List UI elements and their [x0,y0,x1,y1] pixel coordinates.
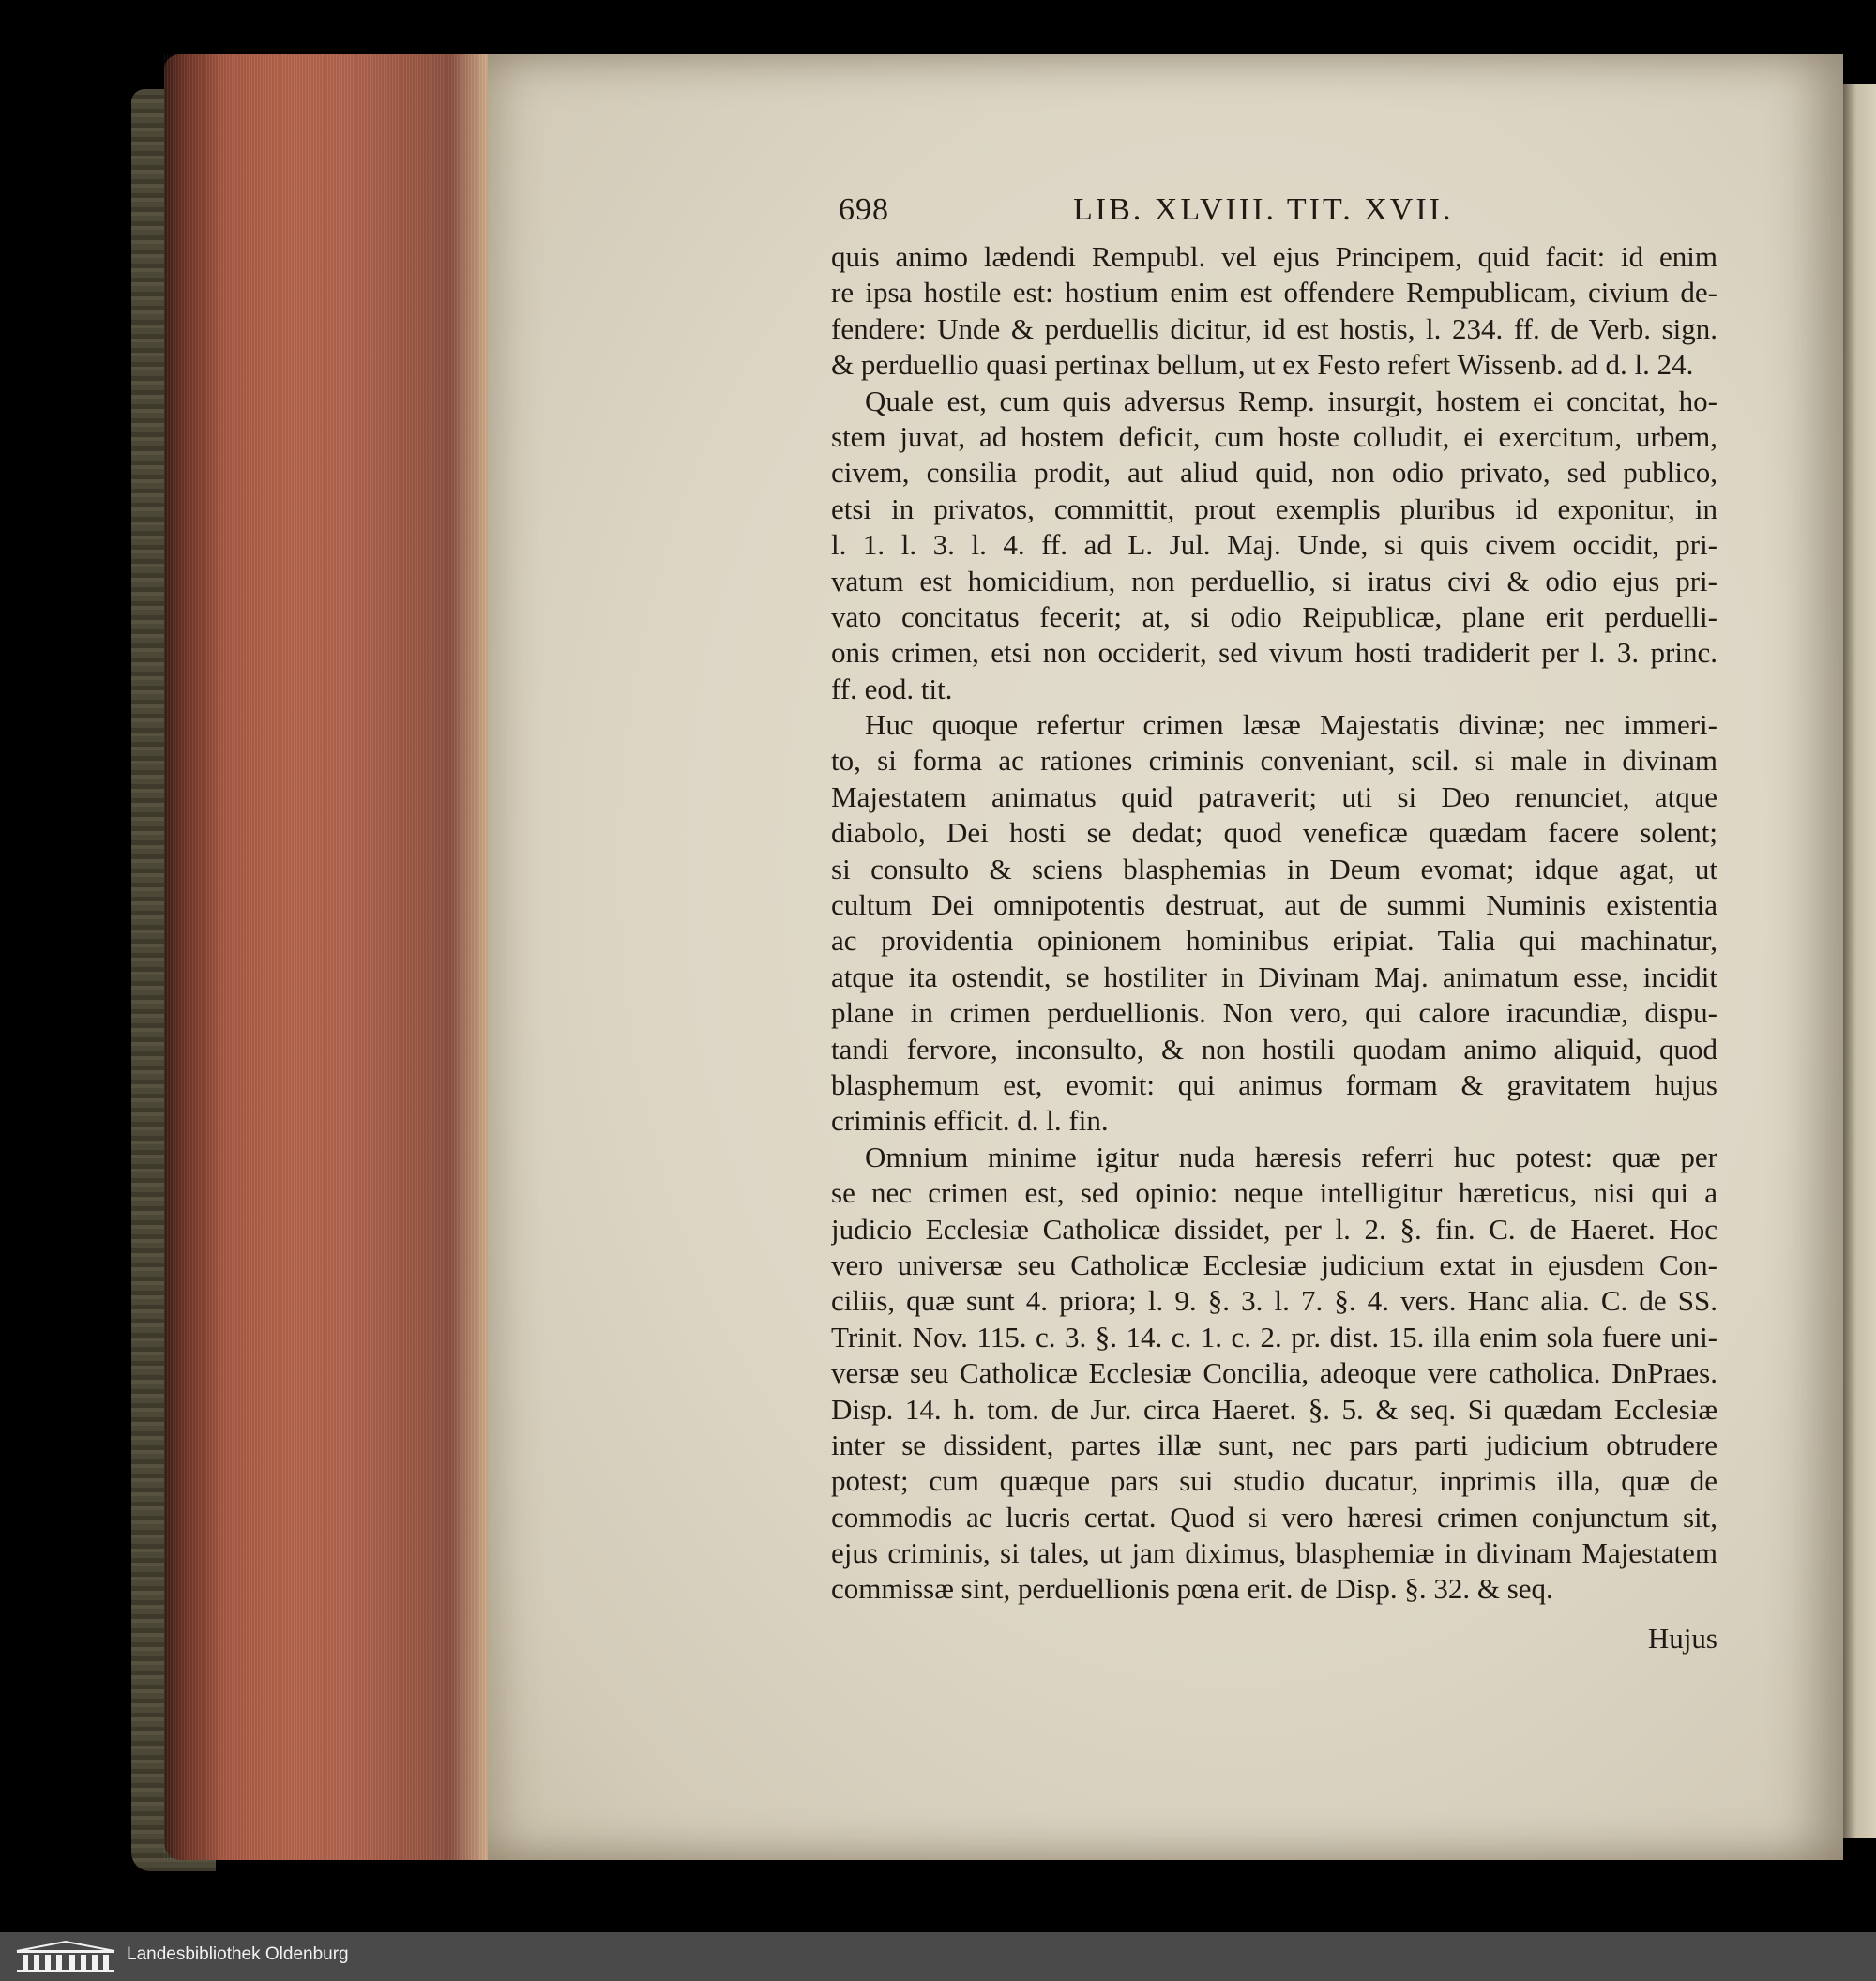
running-head [831,192,1717,239]
page-edges [164,54,502,1860]
text-line: Majestatem animatus quid patraverit; uti si Deo renunciet, atque [831,779,1717,813]
text-line: & perduellio quasi pertinax bellum, ut ex Festo refert Wissenb. ad d. l. 24. [831,348,1694,382]
text-line: vero universæ seu Catholicæ Ecclesiæ judicium extat in ejusdem Con- [831,1248,1717,1281]
text-line: commodis ac lucris certat. Quod si vero hæresi crimen conjunctum sit, [831,1500,1717,1534]
footer-bar [0,1932,1876,1981]
text-line: se nec crimen est, sed opinio: neque intelligitur hæreticus, nisi qui a [831,1176,1717,1210]
text-line: civem, consilia prodit, aut aliud quid, non odio privato, sed publico, [831,456,1717,490]
text-line: stem juvat, ad hostem deficit, cum hoste colludit, ei exercitum, urbem, [831,419,1717,453]
page-content [831,192,1717,1656]
library-building-icon [13,1940,118,1973]
text-line: potest; cum quæque pars sui studio ducatur, inprimis illa, quæ de [831,1464,1717,1498]
text-line: commissæ sint, perduellionis pœna erit. de Disp. §. 32. & seq. [831,1572,1553,1606]
running-title: LIB. XLVIII. TIT. XVII. [1073,192,1454,227]
text-line: vatum est homicidium, non perduellio, si iratus civi & odio ejus pri- [831,564,1717,597]
page-number: 698 [839,192,889,227]
catchword: Hujus [1647,1621,1717,1655]
text-line: si consulto & sciens blasphemias in Deum evomat; idque agat, ut [831,852,1717,885]
body-text [831,239,1717,1608]
text-line: to, si forma ac rationes criminis conveniant, scil. si male in divinam [831,744,1717,778]
text-line: l. 1. l. 3. l. 4. ff. ad L. Jul. Maj. Unde, si quis civem occidit, pri- [831,528,1717,562]
text-line: vato concitatus fecerit; at, si odio Reipublicæ, plane erit perduelli- [831,599,1717,633]
text-line: versæ seu Catholicæ Ecclesiæ Concilia, adeoque vere catholica. DnPraes. [831,1356,1717,1390]
library-name: Landesbibliothek Oldenburg [127,1944,349,1964]
text-line: etsi in privatos, committit, prout exemplis pluribus id exponitur, in [831,491,1717,525]
text-line: Huc quoque refertur crimen læsæ Majestatis divinæ; nec immeri- [865,708,1717,742]
text-line: judicio Ecclesiæ Catholicæ dissidet, per l. 2. §. fin. C. de Haeret. Hoc [831,1212,1717,1246]
text-line: Trinit. Nov. 115. c. 3. §. 14. c. 1. c. 2. pr. dist. 15. illa enim sola fuere uni- [831,1320,1717,1353]
text-line: ac providentia opinionem hominibus eripiat. Talia qui machinatur, [831,924,1717,958]
text-line: tandi fervore, inconsulto, & non hostili quodam animo aliquid, quod [831,1032,1717,1066]
text-line: atque ita ostendit, se hostiliter in Divinam Maj. animatum esse, incidit [831,960,1717,993]
text-line: inter se dissident, partes illæ sunt, nec pars parti judicium obtrudere [831,1428,1717,1461]
text-line: re ipsa hostile est: hostium enim est offendere Rempublicam, civium de- [831,276,1717,310]
text-line: fendere: Unde & perduellis dicitur, id est hostis, l. 234. ff. de Verb. sign. [831,311,1717,345]
text-line: quis animo lædendi Rempubl. vel ejus Principem, quid facit: id enim [831,240,1717,273]
text-line: onis crimen, etsi non occiderit, sed vivum hosti tradiderit per l. 3. princ. [831,636,1717,670]
text-line: diabolo, Dei hosti se dedat; quod veneficæ quædam facere solent; [831,816,1717,850]
text-line: ejus criminis, si tales, ut jam diximus, blasphemiæ in divinam Majestatem [831,1536,1717,1570]
text-line: ff. eod. tit. [831,672,953,705]
text-line: ciliis, quæ sunt 4. priora; l. 9. §. 3. l. 7. §. 4. vers. Hanc alia. C. de SS. [831,1284,1717,1318]
text-line: criminis efficit. d. l. fin. [831,1104,1109,1138]
text-line: Omnium minime igitur nuda hæresis referri huc potest: quæ per [865,1140,1717,1173]
text-line: cultum Dei omnipotentis destruat, aut de summi Numinis existentia [831,888,1717,922]
text-line: plane in crimen perduellionis. Non vero, qui calore iracundiæ, dispu- [831,996,1717,1030]
text-line: Quale est, cum quis adversus Remp. insurgit, hostem ei concitat, ho- [865,384,1717,417]
text-line: blasphemum est, evomit: qui animus formam & gravitatem hujus [831,1067,1717,1101]
text-line: Disp. 14. h. tom. de Jur. circa Haeret. §. 5. & seq. Si quædam Ecclesiæ [831,1392,1717,1426]
facing-page-edge [1843,84,1876,1838]
